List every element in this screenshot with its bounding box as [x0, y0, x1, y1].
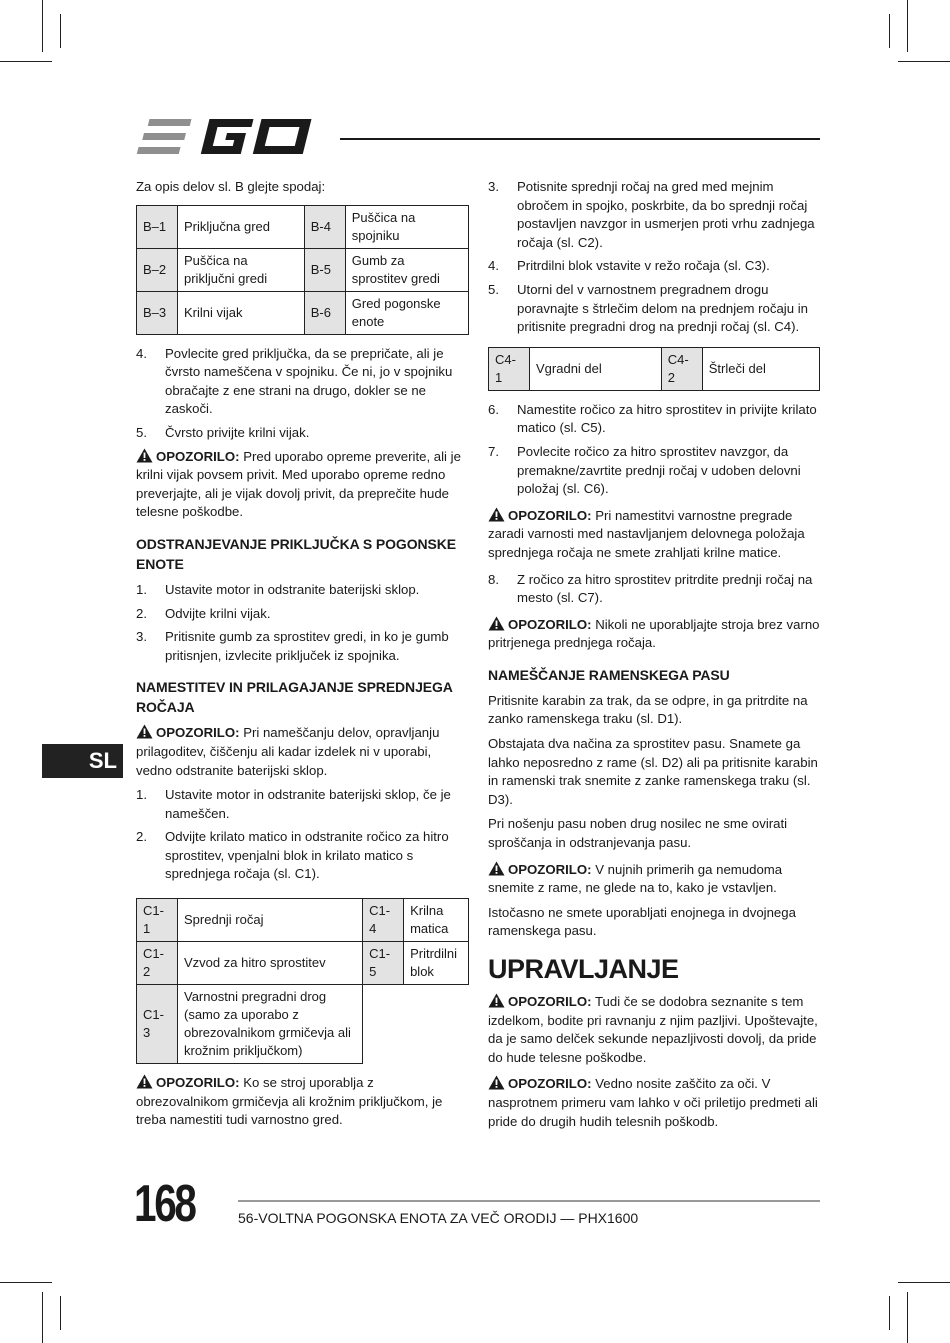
language-tab-label: SL	[88, 748, 117, 773]
warning-label: OPOZORILO:	[508, 861, 592, 877]
warning-text: Pri nameščanju delov, opravljanju prilagoditev, čiščenju ali kadar izdelek ni v uporabi, vedno odstranite baterijski sklop.	[136, 725, 440, 778]
crop-mark	[60, 14, 61, 48]
header-rule	[340, 138, 820, 140]
list-item	[136, 424, 469, 443]
warning-text: Nikoli ne uporabljajte stroja brez varno pritrjenega prednjega ročaja.	[488, 616, 820, 651]
steps-list	[136, 786, 469, 884]
list-item	[488, 257, 820, 276]
warning-triangle-icon	[488, 1075, 505, 1090]
table-cell: Priključna gred	[178, 205, 305, 248]
list-item-number: 4.	[136, 345, 147, 361]
table-cell-code: C1-2	[137, 942, 178, 985]
table-cell-code: C1-5	[363, 942, 404, 985]
table-cell-code: C4-1	[489, 347, 530, 390]
list-item	[136, 786, 469, 823]
parts-table-b	[136, 205, 469, 335]
list-item-text: Povlecite gred priključka, da se prepričate, ali je čvrsto nameščena v spojniku. Če ni, jo v spojniku obračajte z ene strani na drugo, dokler se ne zaskoči.	[165, 345, 453, 417]
warning-paragraph	[488, 861, 820, 898]
warning-paragraph	[136, 1074, 469, 1130]
list-item	[488, 281, 820, 337]
table-cell-code: B-4	[304, 205, 345, 248]
page-number: 168	[134, 1175, 195, 1233]
body-paragraph: Pritisnite karabin za trak, da se odpre, in ga pritrdite na zanko ramenskega traku (sl. D1).	[488, 692, 808, 727]
table-cell-code: C1-3	[137, 985, 178, 1064]
footer-rule	[238, 1200, 820, 1202]
table-cell: Gumb za sprostitev gredi	[345, 248, 468, 291]
list-item-number: 5.	[488, 281, 499, 297]
list-item-text: Odvijte krilato matico in odstranite ročico za hitro sprostitev, vpenjalni blok in krilato matico s sprednjega ročaja (sl. C1).	[165, 829, 449, 882]
list-item	[488, 401, 820, 438]
crop-mark	[907, 0, 908, 52]
language-tab	[42, 744, 123, 778]
warning-triangle-icon	[136, 448, 153, 463]
warning-triangle-icon	[488, 993, 505, 1008]
list-item	[136, 605, 469, 624]
warning-paragraph	[136, 448, 469, 522]
warning-label: OPOZORILO:	[508, 507, 592, 523]
table-cell: Puščica na priključni gredi	[178, 248, 305, 291]
warning-triangle-icon	[488, 507, 505, 522]
list-item-number: 8.	[488, 571, 499, 587]
list-item-text: Odvijte krilni vijak.	[165, 605, 271, 621]
table-cell: Gred pogonske enote	[345, 291, 468, 334]
list-item	[136, 828, 469, 884]
warning-triangle-icon	[488, 616, 505, 631]
steps-list	[136, 581, 469, 665]
table-cell-code: B–1	[137, 205, 178, 248]
list-item-number: 1.	[136, 581, 147, 597]
steps-list	[488, 571, 820, 608]
crop-mark	[889, 1296, 890, 1330]
list-item-text: Pritisnite gumb za sprostitev gredi, in ko je gumb pritisnjen, izvlecite priključek iz spojnika.	[165, 629, 449, 663]
crop-mark	[898, 1282, 950, 1283]
parts-table-c	[136, 898, 469, 1064]
warning-triangle-icon	[136, 724, 153, 739]
warning-triangle-icon	[136, 1074, 153, 1089]
left-column	[136, 178, 469, 1136]
crop-mark	[60, 1296, 61, 1330]
right-column	[488, 178, 820, 1137]
steps-list	[136, 345, 469, 443]
table-cell: Sprednji ročaj	[178, 899, 363, 942]
warning-label: OPOZORILO:	[156, 725, 240, 741]
warning-text: Pred uporabo opreme preverite, ali je krilni vijak povsem privit. Med uporabo opreme redno preverjajte, ali je vijak dovolj privit, da preprečite hude telesne poškodbe.	[136, 448, 461, 520]
steps-list	[488, 178, 820, 337]
list-item	[488, 571, 820, 608]
table-cell-code: B–3	[137, 291, 178, 334]
table-cell: Vzvod za hitro sprostitev	[178, 942, 363, 985]
section-heading: ODSTRANJEVANJE PRIKLJUČKA S POGONSKE ENOTE	[136, 535, 457, 572]
list-item	[136, 581, 469, 600]
list-item-text: Z ročico za hitro sprostitev pritrdite prednji ročaj na mesto (sl. C7).	[517, 571, 813, 606]
crop-mark	[907, 1292, 908, 1343]
intro-text: Za opis delov sl. B glejte spodaj:	[136, 179, 326, 194]
warning-label: OPOZORILO:	[508, 616, 592, 632]
table-cell-code: C1-4	[363, 899, 404, 942]
warning-label: OPOZORILO:	[156, 448, 240, 464]
list-item	[136, 345, 469, 419]
warning-paragraph	[488, 1075, 820, 1131]
warning-text: Pri namestitvi varnostne pregrade zaradi varnosti med nastavljanjem delovnega položaja sprednjega ročaja ne smete zrahljati krilne matice.	[488, 507, 805, 560]
table-cell-code: C1-1	[137, 899, 178, 942]
steps-list	[488, 401, 820, 499]
table-cell: Krilni vijak	[178, 291, 305, 334]
table-cell: Vgradni del	[530, 347, 662, 390]
list-item-number: 2.	[136, 829, 147, 845]
footer-title: 56-VOLTNA POGONSKA ENOTA ZA VEČ ORODIJ — PHX1600	[238, 1210, 639, 1226]
warning-label: OPOZORILO:	[156, 1075, 240, 1091]
warning-paragraph	[488, 616, 820, 653]
table-cell-empty	[363, 985, 469, 1064]
crop-mark	[42, 0, 43, 52]
warning-text: Tudi če se dodobra seznanite s tem izdelkom, bodite pri ravnanju z njim pazljivi. Upoštevajte, da je samo delček sekunde nepazljivosti dovolj, da pride do hude telesne poškodbe.	[488, 994, 818, 1065]
list-item-number: 3.	[136, 629, 147, 645]
warning-text: V nujnih primerih ga nemudoma snemite z rame, ne glede na to, kako je vstavljen.	[488, 861, 783, 896]
warning-label: OPOZORILO:	[508, 994, 592, 1009]
table-cell: Pritrdilni blok	[404, 942, 469, 985]
ego-logo	[136, 117, 322, 157]
warning-paragraph	[136, 724, 469, 780]
table-row	[137, 291, 469, 334]
list-item	[136, 628, 469, 665]
list-item-number: 3.	[488, 179, 499, 194]
crop-mark	[0, 61, 52, 62]
list-item	[488, 178, 820, 252]
table-cell-code: B–2	[137, 248, 178, 291]
list-item-number: 4.	[488, 258, 499, 274]
warning-paragraph	[488, 507, 820, 563]
table-cell-code: B-5	[304, 248, 345, 291]
body-paragraph: Istočasno ne smete uporabljati enojnega in dvojnega ramenskega pasu.	[488, 904, 796, 939]
section-heading: NAMEŠČANJE RAMENSKEGA PASU	[488, 666, 730, 683]
list-item-number: 5.	[136, 424, 147, 440]
list-item-number: 2.	[136, 605, 147, 621]
crop-mark	[0, 1282, 52, 1283]
table-cell: Puščica na spojniku	[345, 205, 468, 248]
warning-text: Ko se stroj uporablja z obrezovalnikom grmičevja ali krožnim priključkom, je treba namestiti tudi varnostno gred.	[136, 1075, 443, 1128]
list-item-text: Utorni del v varnostnem pregradnem drogu poravnajte s štrlečim delom na prednjem ročaju in pritisnite pregradni drog na prednji ročaj (sl. C4).	[517, 281, 808, 335]
list-item-text: Namestite ročico za hitro sprostitev in privijte krilato matico (sl. C5).	[517, 401, 817, 436]
list-item-text: Potisnite sprednji ročaj na gred med mejnim obročem in spojko, poskrbite, da bo sprednji ročaj postavljen navzgor in usmerjen proti vrhu zadnjega ročaja (sl. C2).	[517, 179, 815, 250]
list-item-text: Ustavite motor in odstranite baterijski sklop.	[165, 581, 420, 597]
list-item-text: Čvrsto privijte krilni vijak.	[165, 424, 310, 440]
table-cell-code: B-6	[304, 291, 345, 334]
body-paragraph: Pri nošenju pasu noben drug nosilec ne sme ovirati sproščanja in odstranjevanja pasu.	[488, 816, 788, 851]
crop-mark	[889, 14, 890, 48]
list-item-number: 7.	[488, 443, 499, 459]
crop-mark	[898, 61, 950, 62]
table-cell: Krilna matica	[404, 899, 469, 942]
table-cell: Varnostni pregradni drog (samo za uporabo z obrezovalnikom grmičevja ali krožnim priključkom)	[178, 985, 363, 1064]
table-row	[137, 205, 469, 248]
list-item-number: 6.	[488, 401, 499, 417]
parts-table-c4	[488, 347, 820, 391]
list-item-text: Pritrdilni blok vstavite v režo ročaja (sl. C3).	[517, 258, 770, 274]
body-paragraph: Obstajata dva načina za sprostitev pasu. Snamete ga lahko neposredno z rame (sl. D2) ali pa pritisnite karabin in ramenski trak snemite z zanke ramenskega traku (sl. D3).	[488, 736, 818, 807]
section-title: UPRAVLJANJE	[488, 954, 679, 984]
list-item-number: 1.	[136, 787, 147, 803]
warning-triangle-icon	[488, 861, 505, 876]
list-item	[488, 443, 820, 499]
warning-label: OPOZORILO:	[508, 1076, 592, 1092]
table-cell: Štrleči del	[702, 347, 819, 390]
list-item-text: Povlecite ročico za hitro sprostitev navzgor, da premakne/zavrtite prednji ročaj v udoben delovni položaj (sl. C6).	[517, 443, 801, 497]
list-item-text: Ustavite motor in odstranite baterijski sklop, če je nameščen.	[165, 787, 451, 821]
warning-text: Vedno nosite zaščito za oči. V nasprotnem primeru vam lahko v oči priletijo predmeti ali pride do drugih hudih telesnih poškodb.	[488, 1076, 818, 1129]
section-heading: NAMESTITEV IN PRILAGAJANJE SPREDNJEGA ROČAJA	[136, 679, 453, 716]
crop-mark	[42, 1292, 43, 1343]
warning-paragraph	[488, 993, 820, 1067]
table-row	[137, 248, 469, 291]
table-cell-code: C4-2	[661, 347, 702, 390]
